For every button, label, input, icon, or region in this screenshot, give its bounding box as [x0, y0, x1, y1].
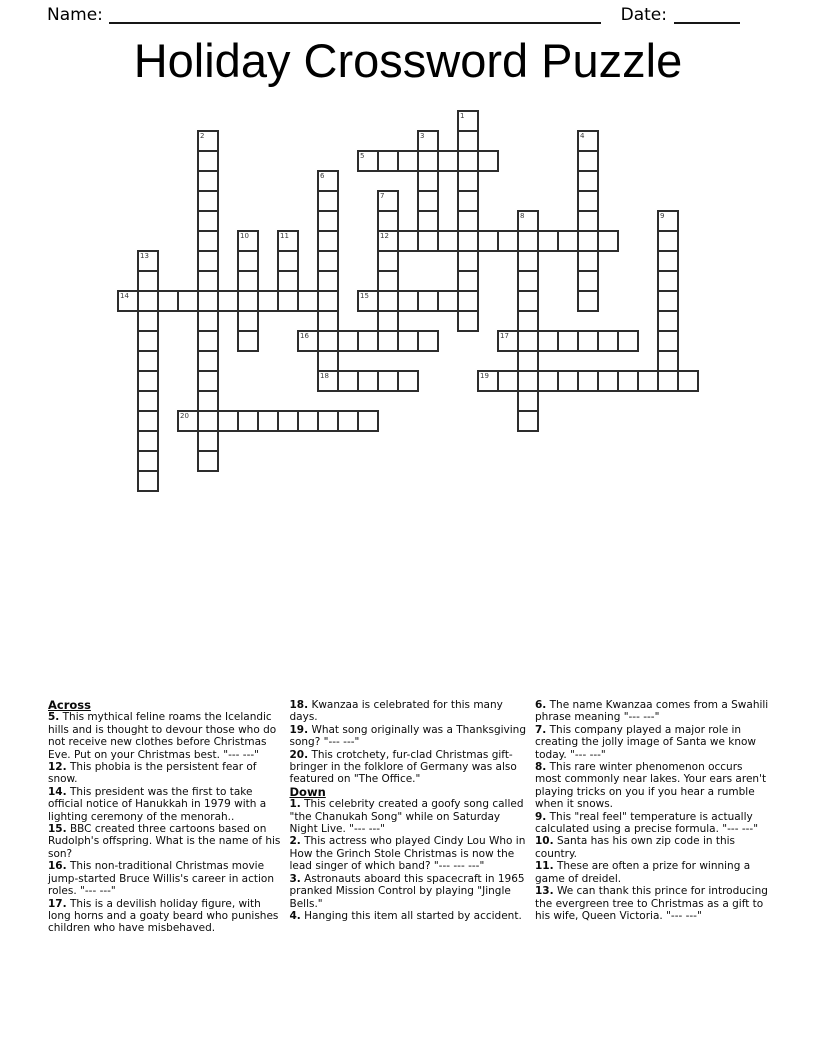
clue-number: 14. [48, 785, 67, 798]
clue-column [290, 699, 530, 935]
grid-cell[interactable] [217, 410, 239, 432]
grid-cell[interactable] [397, 230, 419, 252]
grid-cell[interactable] [117, 290, 139, 312]
grid-cell[interactable] [317, 250, 339, 272]
grid-cell[interactable] [317, 210, 339, 232]
clue-number: 11. [535, 860, 554, 873]
grid-cell[interactable] [337, 410, 359, 432]
grid-cell-number: 10 [240, 232, 249, 240]
clue-number: 17. [48, 897, 67, 910]
clue: 9. This "real feel" temperature is actually calculated using a precise formula. "--- ---" [535, 810, 759, 836]
grid-cell[interactable] [537, 370, 559, 392]
clue-section-header: Across [48, 698, 91, 712]
grid-cell[interactable] [137, 370, 159, 392]
grid-cell[interactable] [377, 370, 399, 392]
grid-cell[interactable] [657, 330, 679, 352]
grid-cell[interactable] [317, 370, 339, 392]
grid-cell[interactable] [577, 230, 599, 252]
grid-cell[interactable] [517, 350, 539, 372]
grid-cell-number: 20 [180, 412, 189, 420]
grid-cell[interactable] [377, 150, 399, 172]
grid-cell-number: 7 [380, 192, 385, 200]
grid-cell[interactable] [657, 270, 679, 292]
grid-cell[interactable] [377, 190, 399, 212]
grid-cell[interactable] [337, 330, 359, 352]
clue-number: 4. [289, 909, 301, 922]
grid-cell[interactable] [177, 410, 199, 432]
grid-cell[interactable] [517, 290, 539, 312]
grid-cell[interactable] [157, 290, 179, 312]
grid-cell[interactable] [397, 330, 419, 352]
grid-cell[interactable] [297, 290, 319, 312]
grid-cell[interactable] [397, 370, 419, 392]
grid-cell[interactable] [657, 290, 679, 312]
grid-cell[interactable] [577, 250, 599, 272]
grid-cell-number: 14 [120, 292, 129, 300]
clue: 18. Kwanzaa is celebrated for this many days. [289, 699, 503, 724]
grid-cell-number: 2 [200, 132, 205, 140]
grid-cell[interactable] [657, 250, 679, 272]
grid-cell[interactable] [597, 330, 619, 352]
clue-number: 2. [289, 835, 301, 848]
grid-cell[interactable] [577, 190, 599, 212]
grid-cell[interactable] [137, 290, 159, 312]
grid-cell[interactable] [257, 290, 279, 312]
clue: 5. This mythical feline roams the Icelandic hills and is thought to devour those who do not receive new clothes before Christmas Eve. Put on your Christmas best. "--- ---" [48, 711, 277, 761]
name-label: Name: [47, 5, 103, 25]
clue-number: 1. [289, 798, 301, 811]
grid-cell[interactable] [197, 450, 219, 472]
grid-cell[interactable] [317, 270, 339, 292]
date-label: Date: [620, 5, 667, 25]
grid-cell[interactable] [417, 150, 439, 172]
clue-number: 9. [535, 810, 547, 823]
grid-cell[interactable] [357, 410, 379, 432]
grid-cell[interactable] [417, 210, 439, 232]
grid-cell[interactable] [197, 130, 219, 152]
grid-cell[interactable] [597, 230, 619, 252]
grid-cell[interactable] [317, 290, 339, 312]
crossword-grid [117, 110, 699, 492]
grid-cell[interactable] [517, 310, 539, 332]
grid-cell[interactable] [497, 370, 519, 392]
grid-cell[interactable] [137, 410, 159, 432]
name-input-line[interactable] [109, 6, 601, 24]
grid-cell[interactable] [457, 190, 479, 212]
grid-cell[interactable] [357, 370, 379, 392]
grid-cell-number: 19 [480, 372, 489, 380]
page-title: Holiday Crossword Puzzle [133, 34, 683, 87]
grid-cell[interactable] [557, 330, 579, 352]
grid-cell[interactable] [577, 150, 599, 172]
grid-cell[interactable] [437, 150, 459, 172]
grid-cell[interactable] [237, 290, 259, 312]
grid-cell[interactable] [277, 290, 299, 312]
grid-cell[interactable] [377, 230, 399, 252]
grid-cell[interactable] [297, 330, 319, 352]
grid-cell[interactable] [197, 230, 219, 252]
grid-cell[interactable] [457, 250, 479, 272]
clue-number: 5. [48, 711, 60, 724]
grid-cell[interactable] [417, 290, 439, 312]
grid-cell[interactable] [517, 390, 539, 412]
grid-cell[interactable] [197, 410, 219, 432]
clue-number: 3. [289, 872, 301, 885]
grid-cell[interactable] [197, 430, 219, 452]
date-input-line[interactable] [674, 6, 740, 24]
clue-number: 6. [535, 699, 547, 711]
grid-cell[interactable] [617, 330, 639, 352]
grid-cell[interactable] [517, 270, 539, 292]
grid-cell[interactable] [517, 330, 539, 352]
grid-cell[interactable] [437, 290, 459, 312]
grid-cell[interactable] [377, 290, 399, 312]
grid-cell[interactable] [357, 290, 379, 312]
grid-cell[interactable] [657, 370, 679, 392]
grid-cell[interactable] [197, 350, 219, 372]
clue-number: 8. [535, 761, 547, 774]
grid-cell-number: 15 [360, 292, 369, 300]
grid-cell[interactable] [357, 150, 379, 172]
grid-cell[interactable] [477, 230, 499, 252]
grid-cell[interactable] [377, 310, 399, 332]
grid-cell[interactable] [517, 250, 539, 272]
grid-cell[interactable] [497, 230, 519, 252]
clue-number: 12. [48, 761, 67, 774]
grid-cell[interactable] [197, 330, 219, 352]
grid-cell[interactable] [197, 190, 219, 212]
grid-cell[interactable] [377, 210, 399, 232]
clue: 3. Astronauts aboard this spacecraft in 1965 pranked Mission Control by playing "Jingle Bells." [289, 872, 525, 910]
clue-number: 19. [289, 723, 309, 736]
grid-cell[interactable] [277, 230, 299, 252]
grid-cell[interactable] [457, 210, 479, 232]
grid-cell[interactable] [237, 250, 259, 272]
grid-cell[interactable] [577, 270, 599, 292]
grid-cell[interactable] [457, 170, 479, 192]
clue: 20. This crotchety, fur-clad Christmas gift-bringer in the folklore of Germany was also featured on "The Office." [289, 748, 517, 786]
grid-cell[interactable] [237, 330, 259, 352]
grid-cell[interactable] [137, 310, 159, 332]
grid-cell[interactable] [417, 130, 439, 152]
grid-cell-number: 5 [360, 152, 365, 160]
grid-cell[interactable] [197, 290, 219, 312]
grid-cell[interactable] [577, 290, 599, 312]
clue: 13. We can thank this prince for introducing the evergreen tree to Christmas as a gift to his wife, Queen Victoria. "--- ---" [535, 885, 768, 922]
clue: 12. This phobia is the persistent fear of snow. [48, 761, 257, 786]
grid-cell[interactable] [577, 330, 599, 352]
clue: 19. What song originally was a Thanksgiving song? "--- ---" [289, 723, 526, 749]
clue: 17. This is a devilish holiday figure, with long horns and a goaty beard who punishes children who have misbehaved. [48, 897, 279, 935]
grid-cell-number: 11 [280, 232, 289, 240]
grid-cell[interactable] [657, 310, 679, 332]
clue-number: 10. [535, 835, 554, 848]
grid-cell[interactable] [237, 310, 259, 332]
grid-cell[interactable] [657, 210, 679, 232]
grid-cell[interactable] [317, 350, 339, 372]
grid-cell-number: 9 [660, 212, 665, 220]
grid-cell[interactable] [317, 330, 339, 352]
grid-cell[interactable] [457, 130, 479, 152]
grid-cell[interactable] [377, 250, 399, 272]
grid-cell[interactable] [377, 330, 399, 352]
clue: 2. This actress who played Cindy Lou Who in How the Grinch Stole Christmas is now the lead singer of which band? "--- --- ---" [289, 835, 526, 873]
grid-cell[interactable] [317, 230, 339, 252]
grid-cell[interactable] [617, 370, 639, 392]
clue-number: 16. [48, 860, 67, 873]
clue-number: 15. [48, 823, 67, 836]
grid-cell[interactable] [377, 270, 399, 292]
grid-cell-number: 17 [500, 332, 509, 340]
grid-cell[interactable] [137, 390, 159, 412]
grid-cell-number: 3 [420, 132, 425, 140]
grid-cell[interactable] [417, 190, 439, 212]
clue-column [48, 699, 284, 935]
grid-cell[interactable] [457, 290, 479, 312]
clue-column [535, 699, 770, 935]
grid-cell[interactable] [517, 410, 539, 432]
grid-cell[interactable] [197, 250, 219, 272]
clue: 16. This non-traditional Christmas movie jump-started Bruce Willis's career in action roles. "--- ---" [48, 860, 275, 898]
grid-cell[interactable] [357, 330, 379, 352]
grid-cell[interactable] [517, 370, 539, 392]
grid-cell[interactable] [577, 370, 599, 392]
grid-cell[interactable] [257, 410, 279, 432]
grid-cell[interactable] [597, 370, 619, 392]
grid-cell[interactable] [637, 370, 659, 392]
grid-cell[interactable] [417, 170, 439, 192]
grid-cell[interactable] [657, 350, 679, 372]
grid-cell[interactable] [277, 270, 299, 292]
clue: 7. This company played a major role in creating the jolly image of Santa we know today. "--- ---" [535, 723, 757, 761]
grid-cell[interactable] [297, 410, 319, 432]
grid-cell-number: 6 [320, 172, 325, 180]
grid-cell-number: 8 [520, 212, 525, 220]
clue-number: 7. [535, 723, 547, 736]
grid-cell[interactable] [437, 230, 459, 252]
grid-cell[interactable] [497, 330, 519, 352]
grid-cell[interactable] [197, 210, 219, 232]
grid-cell[interactable] [417, 230, 439, 252]
grid-cell[interactable] [197, 170, 219, 192]
grid-cell[interactable] [337, 370, 359, 392]
grid-cell[interactable] [477, 150, 499, 172]
grid-cell-number: 13 [140, 252, 149, 260]
grid-cell[interactable] [317, 170, 339, 192]
clue: 1. This celebrity created a goofy song called "the Chanukah Song" while on Saturday Night Live. "--- ---" [289, 798, 524, 836]
grid-cell[interactable] [477, 370, 499, 392]
clue-number: 18. [289, 699, 309, 711]
grid-cell[interactable] [197, 370, 219, 392]
clue-number: 20. [289, 748, 309, 761]
grid-cell-number: 16 [300, 332, 309, 340]
clues-section [48, 699, 770, 935]
clue: 8. This rare winter phenomenon occurs most commonly near lakes. Your ears aren't playing tricks on you if you hear a rumble when it snows. [535, 761, 767, 811]
grid-cell-number: 1 [460, 112, 465, 120]
grid-cell-number: 4 [580, 132, 585, 140]
grid-cell[interactable] [457, 150, 479, 172]
grid-cell[interactable] [457, 230, 479, 252]
grid-cell[interactable] [317, 410, 339, 432]
clue: 14. This president was the first to take official notice of Hanukkah in 1979 with a lighting ceremony of the menorah.. [48, 785, 267, 823]
clue-section-header: Down [289, 784, 326, 799]
grid-cell-number: 18 [320, 372, 329, 380]
clue: 10. Santa has his own zip code in this country. [535, 835, 736, 860]
grid-cell[interactable] [137, 330, 159, 352]
grid-cell[interactable] [457, 110, 479, 132]
grid-cell[interactable] [457, 270, 479, 292]
grid-cell[interactable] [417, 330, 439, 352]
grid-cell[interactable] [177, 290, 199, 312]
grid-cell[interactable] [517, 230, 539, 252]
grid-cell[interactable] [517, 210, 539, 232]
grid-cell[interactable] [557, 370, 579, 392]
grid-cell[interactable] [237, 410, 259, 432]
grid-cell[interactable] [397, 290, 419, 312]
clue-number: 13. [535, 885, 554, 898]
grid-cell[interactable] [457, 310, 479, 332]
grid-cell[interactable] [317, 190, 339, 212]
grid-cell[interactable] [217, 290, 239, 312]
grid-cell[interactable] [137, 430, 159, 452]
clue: 11. These are often a prize for winning a game of dreidel. [535, 860, 751, 885]
clue: 4. Hanging this item all started by accident. [289, 909, 522, 922]
grid-cell[interactable] [137, 470, 159, 492]
grid-cell[interactable] [677, 370, 699, 392]
clue: 15. BBC created three cartoons based on Rudolph's offspring. What is the name of his son? [48, 823, 281, 860]
grid-cell[interactable] [137, 450, 159, 472]
clue: 6. The name Kwanzaa comes from a Swahili phrase meaning "--- ---" [535, 699, 769, 724]
grid-cell[interactable] [397, 150, 419, 172]
grid-cell[interactable] [197, 310, 219, 332]
header [47, 5, 740, 26]
grid-cell[interactable] [577, 170, 599, 192]
grid-cell[interactable] [197, 150, 219, 172]
grid-cell[interactable] [137, 270, 159, 292]
grid-cell[interactable] [137, 250, 159, 272]
grid-cell-number: 12 [380, 232, 389, 240]
grid-cell[interactable] [277, 410, 299, 432]
grid-cell[interactable] [537, 330, 559, 352]
grid-cell[interactable] [137, 350, 159, 372]
grid-cell[interactable] [197, 270, 219, 292]
grid-cell[interactable] [237, 270, 259, 292]
grid-cell[interactable] [577, 130, 599, 152]
grid-cell[interactable] [197, 390, 219, 412]
grid-cell[interactable] [657, 230, 679, 252]
grid-cell[interactable] [317, 310, 339, 332]
grid-cell[interactable] [577, 210, 599, 232]
grid-cell[interactable] [537, 230, 559, 252]
grid-cell[interactable] [237, 230, 259, 252]
grid-cell[interactable] [277, 250, 299, 272]
grid-cell[interactable] [557, 230, 579, 252]
